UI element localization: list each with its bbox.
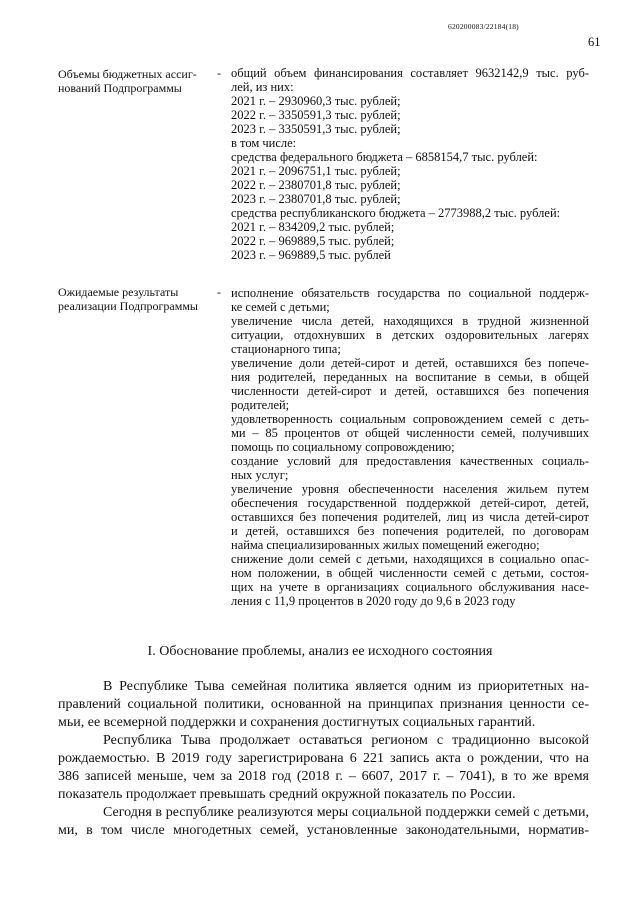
results-line: стационарного типа; (231, 342, 341, 356)
budget-line: общий объем финансирования составляет 9632142,9 тыс. руб- (231, 66, 589, 80)
results-line: обеспечения государственной поддержкой детей-сирот, детей, (231, 496, 589, 510)
results-line: щих на учете в организациях социального обслуживания насе- (231, 580, 589, 594)
budget-line: средства республиканского бюджета – 2773988,2 тыс. рублей: (231, 206, 561, 220)
results-line: и детей, оставшихся без попечения родителей, по договорам (231, 524, 589, 538)
budget-line: 2023 г. – 969889,5 тыс. рублей (231, 248, 391, 262)
results-line: удовлетворенность социальным сопровождением семей с деть- (231, 412, 589, 426)
results-line: увеличение доли детей-сирот и детей, оставшихся без попече- (231, 356, 589, 370)
page-number: 61 (588, 35, 601, 49)
results-line: ных услуг; (231, 468, 289, 482)
budget-dash: - (217, 66, 221, 80)
body-line: Сегодня в республике реализуются меры социальной поддержки семей с детьми, (103, 805, 589, 820)
results-line: ми – 85 процентов от общей численности семей, получивших (231, 426, 589, 440)
results-line: создание условий для предоставления качественных социаль- (231, 454, 589, 468)
results-line: родителей; (231, 398, 290, 412)
budget-line: 2022 г. – 3350591,3 тыс. рублей; (231, 108, 401, 122)
budget-line: 2023 г. – 3350591,3 тыс. рублей; (231, 122, 401, 136)
budget-line: в том числе: (231, 136, 297, 150)
results-dash: - (217, 285, 221, 299)
results-line: ния родителей, переданных на воспитание в семьи, в общей (231, 370, 589, 384)
results-label-line: реализации Подпрограммы (58, 298, 198, 313)
results-label (58, 286, 198, 313)
body-line: мьи, ее всемерной поддержки и сохранения достигнутых социальных гарантий. (58, 715, 536, 730)
budget-label-line: нований Подпрограммы (58, 80, 182, 95)
body-line: показатель продолжает превышать средний окружной показатель по России. (58, 787, 516, 802)
results-line: оставшихся без попечения родителей, лиц из числа детей-сирот (231, 510, 589, 524)
results-values (231, 286, 589, 608)
results-line: найма специализированных жилых помещений ежегодно; (231, 538, 540, 552)
budget-line: лей, из них: (231, 80, 294, 94)
results-line: ке семей с детьми; (231, 300, 330, 314)
budget-line: 2021 г. – 834209,2 тыс. рублей; (231, 220, 395, 234)
body-line: правлений социальной политики, основанной на принципах признания ценности се- (58, 697, 589, 712)
body-text (58, 678, 589, 840)
budget-line: 2022 г. – 969889,5 тыс. рублей; (231, 234, 395, 248)
body-line: ми, в том числе многодетных семей, установленные законодательными, норматив- (58, 823, 589, 838)
results-line: численности детей-сирот и детей, оставшихся без попечения (231, 384, 589, 398)
budget-values (231, 66, 589, 262)
results-line: помощь по социальному сопровождению; (231, 440, 455, 454)
budget-line: 2021 г. – 2096751,1 тыс. рублей; (231, 164, 401, 178)
results-line: исполнение обязательств государства по социальной поддерж- (231, 286, 589, 300)
budget-line: 2023 г. – 2380701,8 тыс. рублей; (231, 192, 401, 206)
budget-label-line: Объемы бюджетных ассиг- (58, 67, 197, 81)
budget-line: 2022 г. – 2380701,8 тыс. рублей; (231, 178, 401, 192)
section-heading: I. Обоснование проблемы, анализ ее исходного состояния (147, 644, 493, 659)
document-id: 620200083/22184(18) (448, 22, 519, 31)
body-line: Республика Тыва продолжает оставаться регионом с традиционно высокой (103, 733, 589, 748)
results-line: ном положении, в общей численности семей с детьми, состоя- (231, 566, 589, 580)
results-label-line: Ожидаемые результаты (58, 285, 179, 299)
results-line: увеличение числа детей, находящихся в трудной жизненной (231, 314, 589, 328)
results-line: ситуации, отдохнувших в детских оздоровительных лагерях (231, 328, 589, 342)
body-line: 386 записей меньше, чем за 2018 год (2018 г. – 6607, 2017 г. – 7041), в то же время (58, 769, 589, 784)
budget-line: 2021 г. – 2930960,3 тыс. рублей; (231, 94, 401, 108)
budget-line: средства федерального бюджета – 6858154,7 тыс. рублей: (231, 150, 538, 164)
results-line: снижение доли семей с детьми, находящихся в социально опас- (231, 552, 589, 566)
budget-label (58, 68, 197, 95)
body-line: В Республике Тыва семейная политика является одним из приоритетных на- (103, 679, 589, 694)
results-line: ления с 11,9 процентов в 2020 году до 9,6 в 2023 году (231, 594, 516, 608)
results-line: увеличение уровня обеспеченности населения жильем путем (231, 482, 589, 496)
body-line: рождаемостью. В 2019 году зарегистрирована 6 221 запись акта о рождении, что на (58, 751, 589, 766)
